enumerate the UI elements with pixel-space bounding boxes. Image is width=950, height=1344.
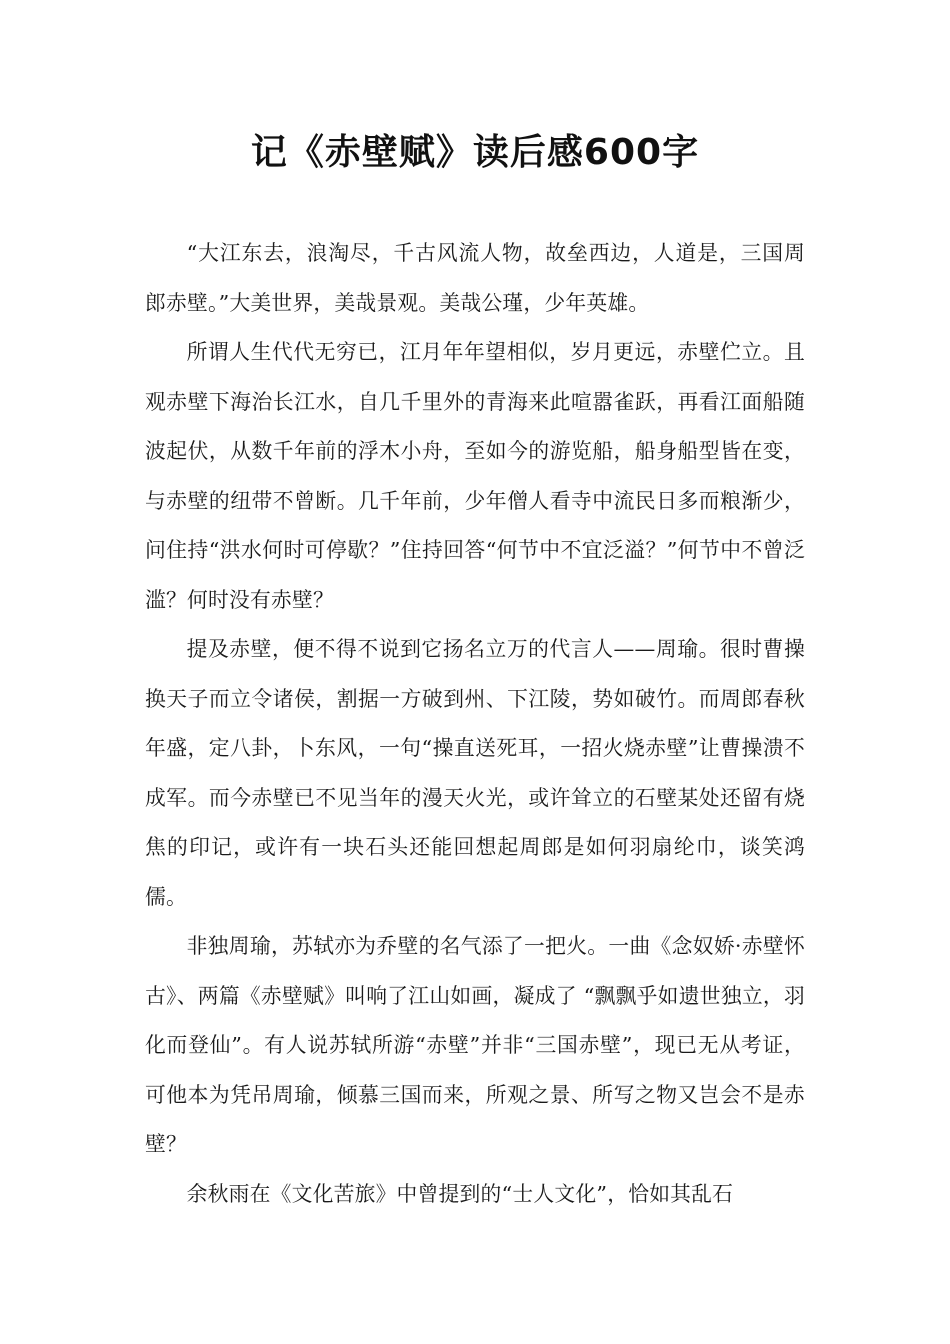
- paragraph-4: 非独周瑜，苏轼亦为乔壁的名气添了一把火。一曲《念奴娇·赤壁怀古》、两篇《赤壁赋》叫响了江山如画，凝成了 “飘飘乎如遗世独立，羽化而登仙”。有人说苏轼所游“赤壁”并非“三国赤壁”，现已无从考证，可他本为凭吊周瑜，倾慕三国而来，所观之景、所写之物又岂会不是赤壁？: [145, 934, 805, 1156]
- paragraph-1: “大江东去，浪淘尽，千古风流人物，故垒西边，人道是，三国周郎赤壁。”大美世界，美哉景观。美哉公瑾，少年英雄。: [145, 241, 805, 315]
- paragraph-3: 提及赤壁，便不得不说到它扬名立万的代言人——周瑜。很时曹操换天子而立令诸侯，割据一方破到州、下江陵，势如破竹。而周郎春秋年盛，定八卦，卜东风，一句“操直送死耳，一招火烧赤壁”让曹操溃不成军。而今赤壁已不见当年的漫天火光，或许耸立的石壁某处还留有烧焦的印记，或许有一块石头还能回想起周郎是如何羽扇纶巾，谈笑鸿儒。: [145, 637, 805, 909]
- document-title: 记《赤壁赋》读后感600字: [250, 132, 700, 173]
- document-body: [145, 229, 805, 1219]
- paragraph-2: 所谓人生代代无穷已，江月年年望相似，岁月更远，赤壁伫立。且观赤壁下海治长江水，自几千里外的青海来此喧嚣雀跃，再看江面船随波起伏，从数千年前的浮木小舟，至如今的游览船，船身船型皆在变，与赤壁的纽带不曾断。几千年前，少年僧人看寺中流民日多而粮渐少，问住持“洪水何时可停歇？”住持回答“何节中不宜泛溢？”何节中不曾泛滥？何时没有赤壁？: [145, 340, 805, 612]
- paragraph-5: 余秋雨在《文化苦旅》中曾提到的“士人文化”，恰如其乱石: [186, 1181, 734, 1206]
